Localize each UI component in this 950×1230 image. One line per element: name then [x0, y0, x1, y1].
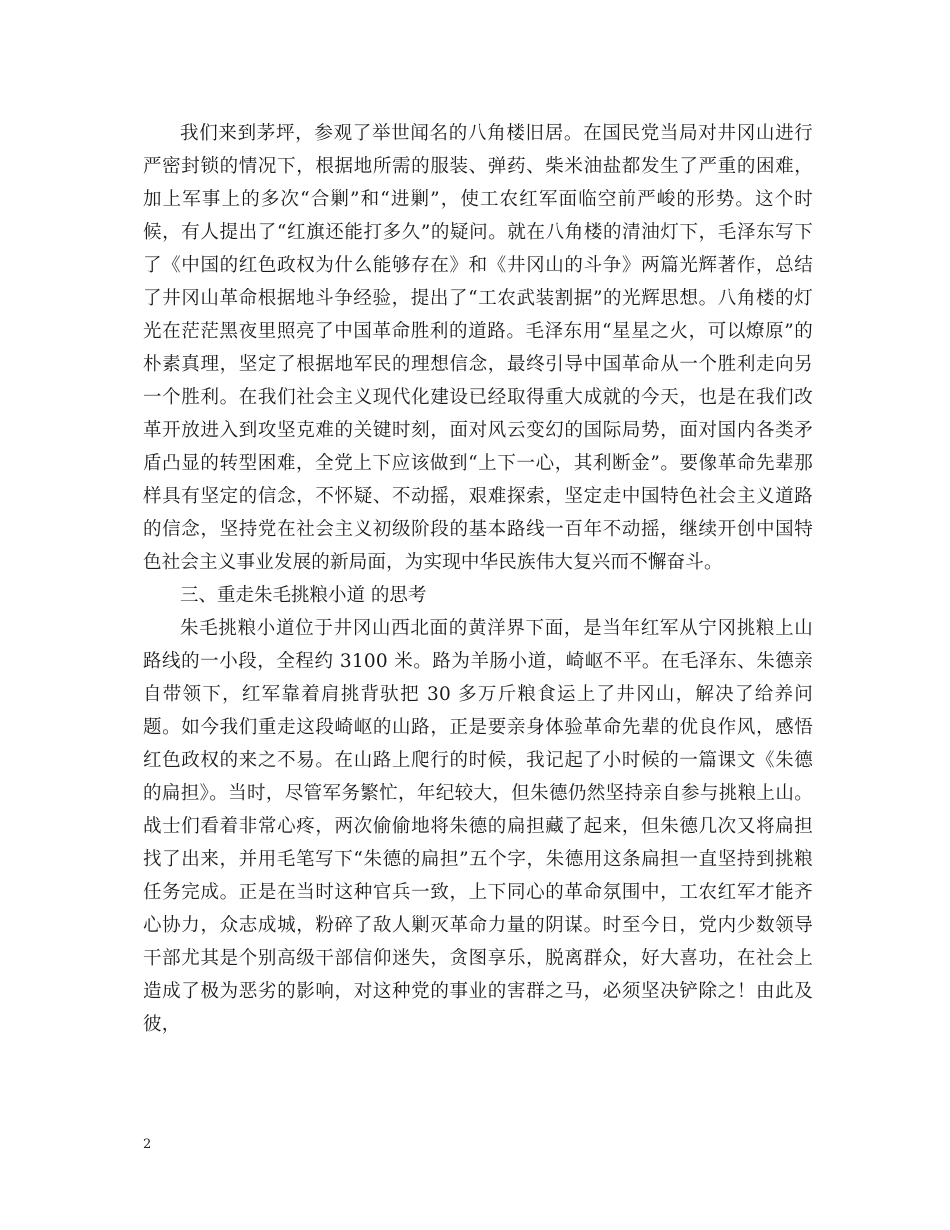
paragraph-tiaoliang-path: 朱毛挑粮小道位于井冈山西北面的黄洋界下面，是当年红军从宁冈挑粮上山路线的一小段，全程约 3100 米。路为羊肠小道，崎岖不平。在毛泽东、朱德亲自带领下，红军靠着肩挑背驮把 30 多万斤粮食运上了井冈山，解决了给养问题。如今我们重走这段崎岖的山路，正是要亲身体验革命先辈的优良作风，感悟红色政权的来之不易。在山路上爬行的时候，我记起了小时候的一篇课文《朱德的扁担》。当时，尽管军务繁忙，年纪较大，但朱德仍然坚持亲自参与挑粮上山。战士们看着非常心疼，两次偷偷地将朱德的扁担藏了起来，但朱德几次又将扁担找了出来，并用毛笔写下“朱德的扁担”五个字，朱德用这条扁担一直坚持到挑粮任务完成。正是在当时这种官兵一致，上下同心的革命氛围中，工农红军才能齐心协力，众志成城，粉碎了敌人剿灭革命力量的阴谋。时至今日，党内少数领导干部尤其是个别高级干部信仰迷失，贪图享乐，脱离群众，好大喜功，在社会上造成了极为恶劣的影响，对这种党的事业的害群之马，必须坚决铲除之！由此及彼， [143, 618, 813, 1035]
section-heading: 三、重走朱毛挑粮小道 的思考 [180, 585, 427, 606]
paragraph-bajiaolou: 我们来到茅坪，参观了举世闻名的八角楼旧居。在国民党当局对井冈山进行严密封锁的情况下，根据地所需的服装、弹药、柴米油盐都发生了严重的困难，加上军事上的多次“合剿”和“进剿”，使工农红军面临空前严峻的形势。这个时候，有人提出了“红旗还能打多久”的疑问。就在八角楼的清油灯下，毛泽东写下了《中国的红色政权为什么能够存在》和《井冈山的斗争》两篇光辉著作，总结了井冈山革命根据地斗争经验，提出了“工农武装割据”的光辉思想。八角楼的灯光在茫茫黑夜里照亮了中国革命胜利的道路。毛泽东用“星星之火，可以燎原”的朴素真理，坚定了根据地军民的理想信念，最终引导中国革命从一个胜利走向另一个胜利。在我们社会主义现代化建设已经取得重大成就的今天，也是在我们改革开放进入到攻坚克难的关键时刻，面对风云变幻的国际局势，面对国内各类矛盾凸显的转型困难，全党上下应该做到“上下一心，其利断金”。要像革命先辈那样具有坚定的信念，不怀疑、不动摇，艰难探索，坚定走中国特色社会主义道路的信念，坚持党在社会主义初级阶段的基本路线一百年不动摇，继续开创中国特色社会主义事业发展的新局面，为实现中华民族伟大复兴而不懈奋斗。 [143, 123, 813, 573]
body-text [143, 117, 813, 1041]
page-number: 2 [143, 1137, 152, 1152]
